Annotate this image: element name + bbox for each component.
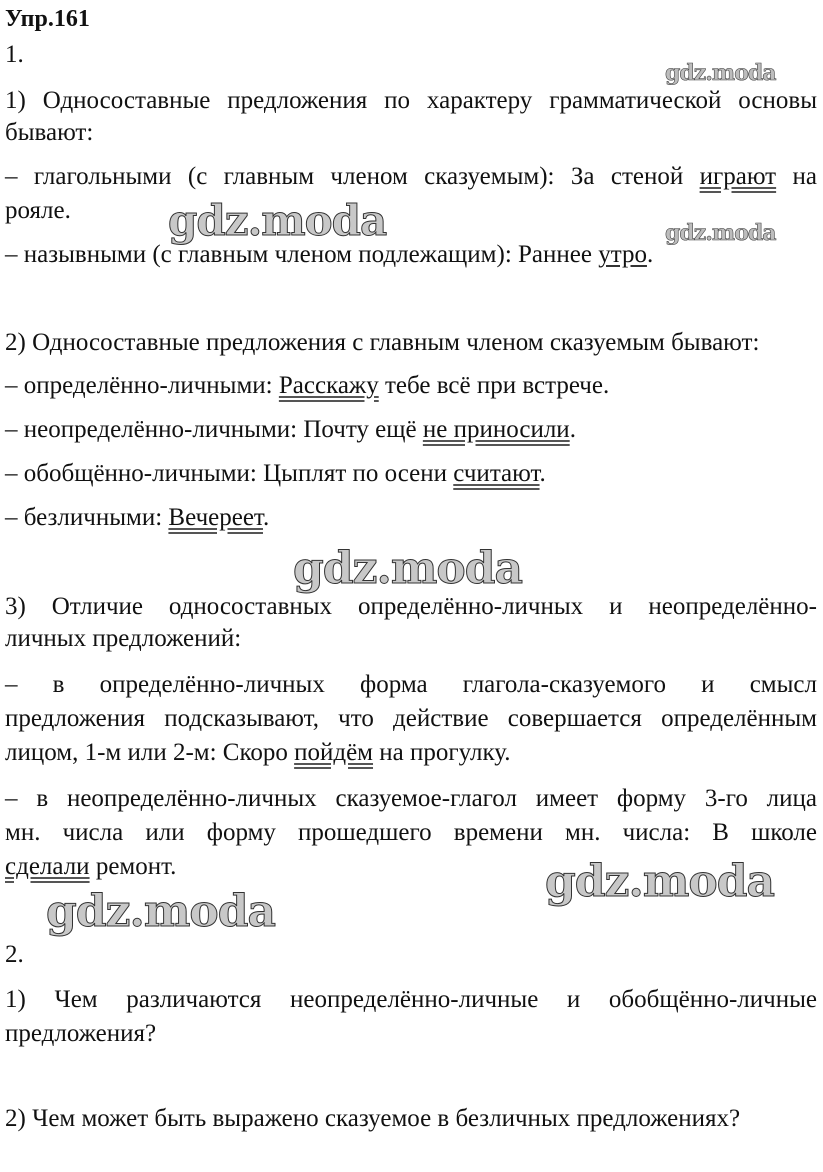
text-span: .	[262, 504, 270, 531]
q3-line1: 3) Отличие односоставных определённо-личных и неопределённо-	[5, 593, 817, 620]
predicate-word: Вечереет	[168, 504, 263, 531]
text-span: на	[776, 163, 817, 190]
subject-word: утро	[598, 241, 647, 268]
text-span: тебе всё при встрече.	[378, 372, 610, 399]
exercise-title: Упр.161	[5, 6, 90, 32]
predicate-word: Расскажу	[278, 372, 379, 399]
part-number-1: 1.	[5, 41, 24, 68]
p2-q1-line1: 1) Чем различаются неопределённо-личные и обобщённо-личные	[5, 986, 817, 1013]
q2-generalized	[5, 459, 817, 489]
q1-verbal-cont: рояле.	[5, 197, 71, 224]
q3-a-line2: предложения подсказывают, что действие совершается определённым	[5, 705, 817, 732]
watermark-logo: gdz.moda	[168, 196, 387, 245]
q2-definite	[5, 371, 817, 401]
q3-a-line1: – в определённо-личных форма глагола-сказуемого и смысл	[5, 671, 817, 698]
part-number-2: 2.	[5, 941, 24, 968]
text-span: – неопределённо-личными: Почту ещё	[5, 416, 423, 443]
q1-verbal	[5, 162, 817, 192]
text-span: – глагольными (с главным членом сказуемым): За стеной	[5, 163, 700, 190]
text-span: – назывными (с главным членом подлежащим): Раннее	[5, 241, 599, 268]
text-span: лицом, 1-м или 2-м: Скоро	[5, 739, 295, 766]
watermark-logo: gdz.moda	[46, 886, 276, 937]
predicate-word: пойдём	[294, 739, 374, 766]
text-span: ремонт.	[89, 853, 177, 880]
p2-q1-line2: предложения?	[5, 1020, 157, 1047]
q3-line2: личных предложений:	[5, 625, 242, 652]
predicate-word: сделали	[5, 853, 90, 880]
predicate-word: не приносили	[422, 416, 570, 443]
watermark-logo: gdz.moda	[665, 220, 776, 246]
q3-b-line2: мн. числа или форму прошедшего времени мн. числа: В школе	[5, 819, 817, 846]
q1-line2: бывают:	[5, 119, 94, 146]
text-span: – определённо-личными:	[5, 372, 279, 399]
q1-line1: 1) Односоставные предложения по характеру грамматической основы	[5, 87, 817, 114]
predicate-word: играют	[699, 163, 777, 190]
predicate-word: считают	[453, 460, 540, 487]
watermark-logo: gdz.moda	[665, 60, 776, 86]
text-span: .	[569, 416, 576, 443]
text-span: .	[646, 241, 654, 268]
watermark-logo: gdz.moda	[545, 856, 775, 907]
q2-line1: 2) Односоставные предложения с главным членом сказуемым бывают:	[5, 329, 760, 356]
q3-b-line1: – в неопределённо-личных сказуемое-глагол имеет форму 3-го лица	[5, 785, 817, 812]
text-span: .	[539, 460, 546, 487]
q2-indefinite	[5, 415, 817, 445]
p2-q2: 2) Чем может быть выражено сказуемое в безличных предложениях?	[5, 1105, 741, 1132]
q2-impersonal	[5, 503, 817, 533]
watermark-logo: gdz.moda	[293, 543, 523, 594]
text-span: на прогулку.	[373, 739, 511, 766]
text-span: – обобщённо-личными: Цыплят по осени	[5, 460, 454, 487]
q3-a-line3	[5, 738, 817, 768]
text-span: – безличными:	[5, 504, 169, 531]
